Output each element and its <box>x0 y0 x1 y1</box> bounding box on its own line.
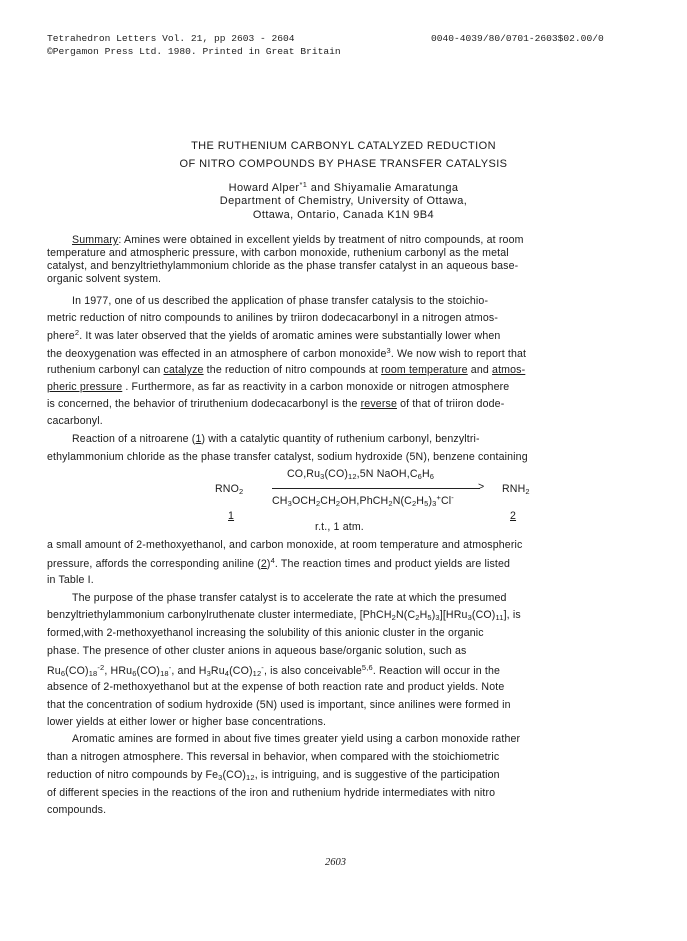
reactant-number: 1 <box>228 510 235 522</box>
summary-line-1: Summary: Amines were obtained in excellent yields by treatment of nitro compounds, at room <box>72 234 524 246</box>
p3-line-4: phase. The presence of other cluster anions in aqueous base/organic solution, such as <box>47 645 467 657</box>
p4-line-1: Aromatic amines are formed in about five times greater yield using a carbon monoxide rather <box>72 733 521 745</box>
p1-line-7: is concerned, the behavior of triruthenium dodecacarbonyl is the reverse of that of triiron dode- <box>47 398 505 410</box>
p3-line-7: that the concentration of sodium hydroxide (5N) used is important, since anilines were formed in <box>47 699 511 711</box>
p2-line-2: ethylammonium chloride as the phase transfer catalyst, sodium hydroxide (5N), benzene containing <box>47 451 528 463</box>
author-names: Howard Alper$^{*1}$ and Shiyamalie Amaratunga <box>228 180 459 194</box>
p1-line-6: pheric pressure . Furthermore, as far as reactivity in a carbon monoxide or nitrogen atmosphere <box>47 381 510 393</box>
page-number: 2603 <box>325 857 346 868</box>
p4-line-3: reduction of nitro compounds by $Fe_3(CO)_{12}$, is intriguing, and is suggestive of the participation <box>47 769 500 782</box>
summary-line-3: catalyst, and benzyltriethylammonium chloride as the phase transfer catalyst in an aqueous base- <box>47 260 519 272</box>
p1-line-5: ruthenium carbonyl can catalyze the reduction of nitro compounds at room temperature and atmos- <box>47 364 526 376</box>
p2-line-5: in Table I. <box>47 574 94 586</box>
p1-line-3: phere$^2$. It was later observed that the yields of aromatic amines were substantially lower when <box>47 328 501 342</box>
p1-line-1: In 1977, one of us described the application of phase transfer catalysis to the stoichio- <box>72 295 489 307</box>
reaction-conditions-bottom: r.t., 1 atm. <box>315 521 364 533</box>
summary-line-4: organic solvent system. <box>47 273 162 285</box>
article-code: 0040-4039/80/0701-2603$02.00/0 <box>431 33 604 44</box>
p1-line-8: cacarbonyl. <box>47 415 103 427</box>
author-department: Department of Chemistry, University of Ottawa, <box>219 195 468 207</box>
p3-line-3: formed,with 2-methoxyethanol increasing the solubility of this anionic cluster in the organic <box>47 627 484 639</box>
p3-line-2: benzyltriethylammonium carbonylruthenate cluster intermediate, $[PhCH_2N(C_2H_5)_3][HRu_3(CO)_{11}]$, is <box>47 609 521 622</box>
p1-line-4: the deoxygenation was effected in an atmosphere of carbon monoxide$^3$. We now wish to report that <box>47 346 527 360</box>
p2-line-4: pressure, affords the corresponding aniline $(2)^4$. The reaction times and product yields are listed <box>47 556 511 570</box>
p2-line-1: Reaction of a nitroarene (1) with a catalytic quantity of ruthenium carbonyl, benzyltri- <box>72 433 480 445</box>
reaction-arrowhead: > <box>478 481 485 493</box>
summary-label: Summary <box>72 234 119 246</box>
p4-line-2: than a nitrogen atmosphere. This reversal in behavior, when compared with the stoichiometric <box>47 751 500 763</box>
p3-line-5: $Ru_6(CO)_{18}^{-2}$, $HRu_6(CO)_{18}^-$, and $H_3Ru_4(CO)_{12}^-$, is also conceivable$^{5,6}$. Reaction will occur in the <box>47 663 501 678</box>
p3-line-1: The purpose of the phase transfer catalyst is to accelerate the rate at which the presumed <box>72 592 507 604</box>
title-line-1: THE RUTHENIUM CARBONYL CATALYZED REDUCTION <box>191 140 496 152</box>
copyright-line: ©Pergamon Press Ltd. 1980. Printed in Great Britain <box>47 46 341 57</box>
reaction-arrow-line <box>272 488 480 489</box>
p4-line-4: of different species in the reactions of the iron and ruthenium hydride intermediates with nitro <box>47 787 496 799</box>
product-number: 2 <box>510 510 517 522</box>
journal-citation: Tetrahedron Letters Vol. 21, pp 2603 - 2604 <box>47 33 295 44</box>
p3-line-6: absence of 2-methoxyethanol but at the expense of both reaction rate and product yields. Note <box>47 681 505 693</box>
p2-line-3: a small amount of 2-methoxyethanol, and carbon monoxide, at room temperature and atmospheric <box>47 539 523 551</box>
reactant-formula: $RNO_2$ <box>215 483 244 496</box>
title-line-2: OF NITRO COMPOUNDS BY PHASE TRANSFER CATALYSIS <box>179 158 508 170</box>
reaction-conditions-top: $CO,Ru_3(CO)_{12},5N$ $NaOH,C_6H_6$ <box>287 468 435 481</box>
reaction-conditions-mid: $CH_3OCH_2CH_2OH,PhCH_2N(C_2H_5)_3^+Cl^-$ <box>272 493 454 508</box>
p4-line-5: compounds. <box>47 804 107 816</box>
author-address: Ottawa, Ontario, Canada K1N 9B4 <box>252 209 435 221</box>
summary-line-2: temperature and atmospheric pressure, with carbon monoxide, ruthenium carbonyl as the metal <box>47 247 509 259</box>
p3-line-8: lower yields at either lower or higher base concentrations. <box>47 716 327 728</box>
product-formula: $RNH_2$ <box>502 483 530 496</box>
p1-line-2: metric reduction of nitro compounds to anilines by triiron dodecacarbonyl in a nitrogen atmos- <box>47 312 499 324</box>
